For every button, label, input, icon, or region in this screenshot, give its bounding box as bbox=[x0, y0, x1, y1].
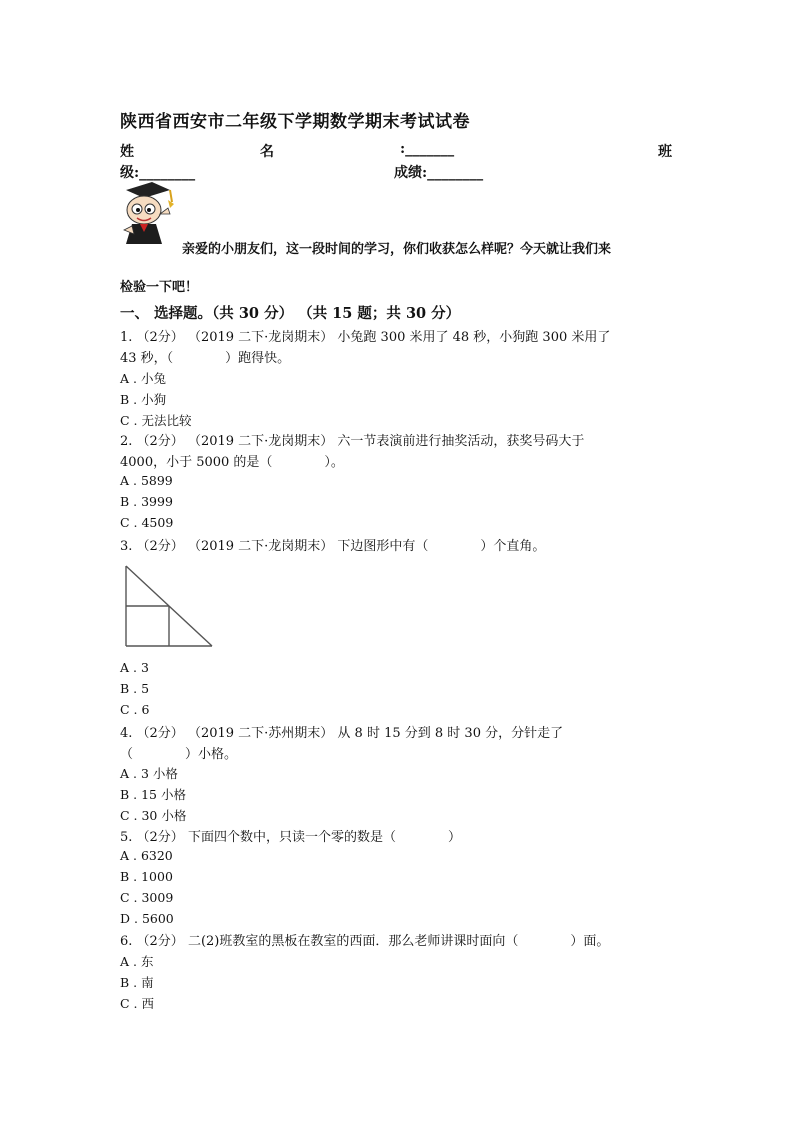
name-field-blank: :_______ bbox=[400, 141, 455, 157]
question-1-option-b: B . 小狗 bbox=[120, 392, 167, 407]
question-1-line-1: 1. （2分） （2019 二下·龙岗期末） 小兔跑 300 米用了 48 秒，小狗跑 300 米用了 bbox=[120, 330, 611, 345]
question-2-line-2: 4000，小于 5000 的是（ ）。 bbox=[120, 455, 344, 470]
question-3-option-b: B . 5 bbox=[120, 681, 150, 696]
question-4-option-c: C . 30 小格 bbox=[120, 808, 187, 823]
question-1-line-2: 43 秒，（ ）跑得快。 bbox=[120, 351, 291, 366]
question-5-line-1: 5. （2分） 下面四个数中，只读一个零的数是（ ） bbox=[120, 830, 461, 845]
question-3-line-1: 3. （2分） （2019 二下·龙岗期末） 下边图形中有（ ）个直角。 bbox=[120, 539, 546, 554]
question-6-option-b: B . 南 bbox=[120, 975, 154, 990]
mascot-icon bbox=[112, 180, 182, 250]
question-5-option-d: D . 5600 bbox=[120, 911, 174, 926]
question-6-line-1: 6. （2分） 二(2)班教室的黑板在教室的西面．那么老师讲课时面向（ ）面。 bbox=[120, 934, 610, 949]
question-4-line-2: （ ）小格。 bbox=[120, 747, 238, 762]
right-angle-figure bbox=[118, 562, 218, 652]
question-5-option-a: A . 6320 bbox=[120, 848, 173, 863]
class-field: 级:________ bbox=[120, 165, 196, 181]
question-1-option-a: A . 小兔 bbox=[120, 371, 166, 386]
name-label-char1: 姓 bbox=[120, 144, 134, 160]
question-5-option-b: B . 1000 bbox=[120, 869, 173, 884]
exam-title: 陕西省西安市二年级下学期数学期末考试试卷 bbox=[120, 112, 470, 132]
question-6-option-a: A . 东 bbox=[120, 954, 154, 969]
class-label-char1: 班 bbox=[658, 144, 672, 160]
question-2-option-c: C . 4509 bbox=[120, 515, 174, 530]
greeting-line-1: 亲爱的小朋友们，这一段时间的学习，你们收获怎么样呢？今天就让我们来 bbox=[182, 242, 612, 257]
name-label-char2: 名 bbox=[260, 144, 274, 160]
question-1-option-c: C . 无法比较 bbox=[120, 413, 192, 428]
question-4-option-a: A . 3 小格 bbox=[120, 766, 178, 781]
question-3-option-c: C . 6 bbox=[120, 702, 150, 717]
question-2-option-b: B . 3999 bbox=[120, 494, 173, 509]
question-5-option-c: C . 3009 bbox=[120, 890, 174, 905]
score-field: 成绩:________ bbox=[394, 165, 484, 181]
question-2-option-a: A . 5899 bbox=[120, 473, 173, 488]
greeting-line-2: 检验一下吧！ bbox=[120, 280, 199, 295]
question-4-line-1: 4. （2分） （2019 二下·苏州期末） 从 8 时 15 分到 8 时 30 分，分针走了 bbox=[120, 726, 564, 741]
question-6-option-c: C . 西 bbox=[120, 996, 154, 1011]
question-3-option-a: A . 3 bbox=[120, 660, 149, 675]
question-4-option-b: B . 15 小格 bbox=[120, 787, 186, 802]
question-2-line-1: 2. （2分） （2019 二下·龙岗期末） 六一节表演前进行抽奖活动，获奖号码大于 bbox=[120, 434, 585, 449]
section-title: 一、 选择题。（共 30 分） （共 15 题；共 30 分） bbox=[120, 305, 461, 322]
